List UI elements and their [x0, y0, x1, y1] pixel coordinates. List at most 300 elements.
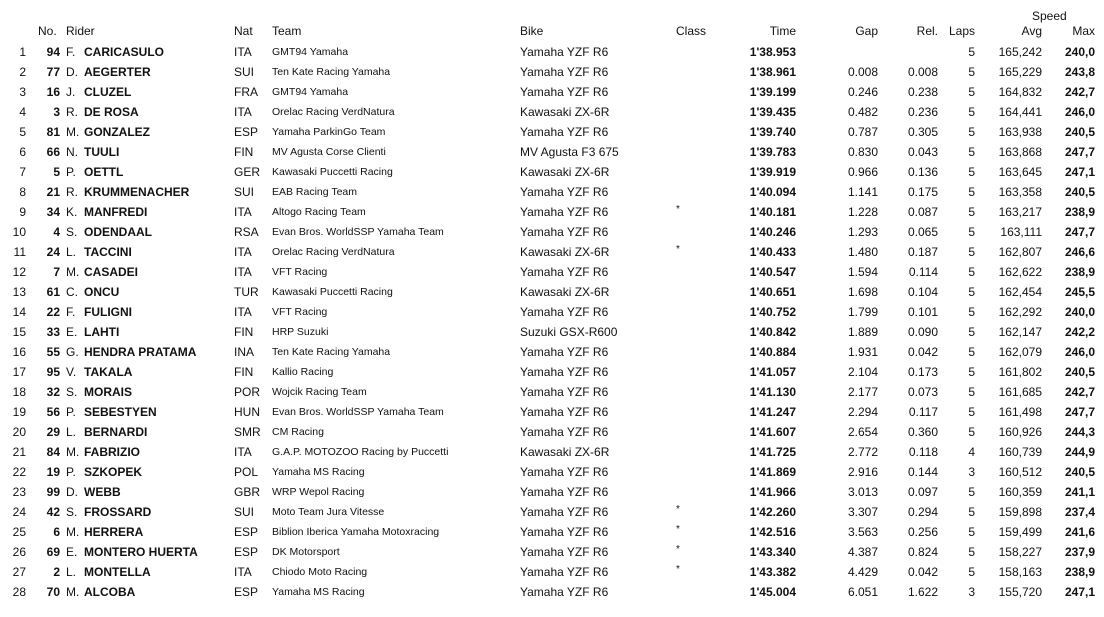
- laps-cell: 4: [968, 445, 975, 459]
- rider-surname: TAKALA: [84, 365, 133, 379]
- max-cell: 242,7: [1064, 85, 1095, 99]
- table-row: [0, 142, 1104, 162]
- nat-cell: FRA: [234, 85, 258, 99]
- bike-cell: Yamaha YZF R6: [520, 225, 609, 239]
- pos-cell: 25: [12, 525, 26, 539]
- max-cell: 247,1: [1064, 165, 1095, 179]
- pos-cell: 13: [12, 285, 26, 299]
- time-cell: 1'45.004: [749, 585, 796, 599]
- header-class: Class: [676, 24, 707, 38]
- avg-cell: 161,685: [998, 385, 1042, 399]
- table-row: [0, 482, 1104, 502]
- time-cell: 1'41.869: [749, 465, 796, 479]
- laps-cell: 5: [968, 345, 975, 359]
- max-cell: 247,7: [1064, 145, 1095, 159]
- rel-cell: 0.118: [908, 445, 938, 459]
- rider-initial: R.: [66, 105, 78, 119]
- nat-cell: SUI: [234, 185, 255, 199]
- team-cell: VFT Racing: [272, 306, 328, 318]
- pos-cell: 8: [19, 185, 26, 199]
- bike-cell: Yamaha YZF R6: [520, 585, 609, 599]
- laps-cell: 3: [968, 465, 975, 479]
- number-cell: 69: [46, 545, 60, 559]
- rider-surname: AEGERTER: [84, 65, 151, 79]
- gap-cell: 1.293: [847, 225, 878, 239]
- gap-cell: 0.008: [847, 65, 878, 79]
- laps-cell: 3: [968, 585, 975, 599]
- table-row: [0, 362, 1104, 382]
- time-cell: 1'41.247: [749, 405, 796, 419]
- avg-cell: 165,242: [998, 45, 1042, 59]
- rider-surname: LAHTI: [84, 325, 120, 339]
- nat-cell: SUI: [234, 65, 255, 79]
- bike-cell: Yamaha YZF R6: [520, 45, 609, 59]
- rel-cell: 0.073: [907, 385, 938, 399]
- bike-cell: Yamaha YZF R6: [520, 545, 609, 559]
- avg-cell: 163,358: [998, 185, 1042, 199]
- bike-cell: Kawasaki ZX-6R: [520, 105, 610, 119]
- laps-cell: 5: [968, 205, 975, 219]
- gap-cell: 1.594: [847, 265, 878, 279]
- gap-cell: 0.482: [847, 105, 878, 119]
- gap-cell: 0.966: [847, 165, 878, 179]
- max-cell: 240,5: [1064, 125, 1095, 139]
- gap-cell: 4.387: [847, 545, 878, 559]
- rel-cell: 0.144: [907, 465, 938, 479]
- table-row: [0, 82, 1104, 102]
- pos-cell: 28: [12, 585, 26, 599]
- number-cell: 4: [53, 225, 60, 239]
- number-cell: 81: [46, 125, 60, 139]
- rel-cell: 0.104: [907, 285, 938, 299]
- number-cell: 84: [46, 445, 60, 459]
- pos-cell: 27: [12, 565, 26, 579]
- max-cell: 247,1: [1064, 585, 1095, 599]
- laps-cell: 5: [968, 245, 975, 259]
- rider-surname: HERRERA: [84, 525, 144, 539]
- number-cell: 61: [46, 285, 60, 299]
- number-cell: 99: [46, 485, 60, 499]
- rider-initial: C.: [66, 285, 78, 299]
- time-cell: 1'39.919: [749, 165, 796, 179]
- number-cell: 6: [53, 525, 60, 539]
- gap-cell: 2.177: [847, 385, 878, 399]
- bike-cell: Yamaha YZF R6: [520, 505, 609, 519]
- table-row: [0, 282, 1104, 302]
- team-cell: WRP Wepol Racing: [272, 486, 365, 498]
- avg-cell: 159,898: [998, 505, 1042, 519]
- avg-cell: 162,147: [998, 325, 1042, 339]
- table-row: [0, 462, 1104, 482]
- avg-cell: 159,499: [998, 525, 1042, 539]
- pos-cell: 22: [12, 465, 26, 479]
- gap-cell: 0.787: [847, 125, 878, 139]
- max-cell: 238,9: [1064, 565, 1095, 579]
- rider-surname: DE ROSA: [84, 105, 139, 119]
- laps-cell: 5: [968, 285, 975, 299]
- laps-cell: 5: [968, 545, 975, 559]
- rel-cell: 0.114: [908, 265, 938, 279]
- rider-surname: TACCINI: [84, 245, 132, 259]
- max-cell: 237,4: [1064, 505, 1095, 519]
- team-cell: Orelac Racing VerdNatura: [272, 246, 395, 258]
- table-row: [0, 182, 1104, 202]
- team-cell: MV Agusta Corse Clienti: [272, 146, 386, 158]
- avg-cell: 163,868: [998, 145, 1042, 159]
- table-row: [0, 162, 1104, 182]
- rel-cell: 0.824: [907, 545, 938, 559]
- nat-cell: ESP: [234, 525, 259, 539]
- laps-cell: 5: [968, 365, 975, 379]
- laps-cell: 5: [968, 425, 975, 439]
- rel-cell: 0.256: [907, 525, 938, 539]
- max-cell: 238,9: [1064, 265, 1095, 279]
- bike-cell: Yamaha YZF R6: [520, 125, 609, 139]
- rider-surname: MANFREDI: [84, 205, 148, 219]
- team-cell: VFT Racing: [272, 266, 328, 278]
- bike-cell: Yamaha YZF R6: [520, 525, 609, 539]
- max-cell: 242,7: [1064, 385, 1095, 399]
- number-cell: 7: [53, 265, 60, 279]
- bike-cell: Yamaha YZF R6: [520, 565, 609, 579]
- rider-initial: G.: [66, 345, 79, 359]
- time-cell: 1'41.966: [749, 485, 796, 499]
- table-row: [0, 402, 1104, 422]
- rider-initial: K.: [66, 205, 78, 219]
- number-cell: 22: [46, 305, 60, 319]
- bike-cell: Yamaha YZF R6: [520, 345, 609, 359]
- time-cell: 1'41.607: [749, 425, 796, 439]
- time-cell: 1'40.651: [749, 285, 796, 299]
- rel-cell: 0.187: [907, 245, 938, 259]
- team-cell: EAB Racing Team: [272, 186, 358, 198]
- max-cell: 240,0: [1064, 305, 1095, 319]
- nat-cell: SUI: [234, 505, 255, 519]
- time-cell: 1'39.199: [749, 85, 796, 99]
- table-row: [0, 322, 1104, 342]
- bike-cell: Yamaha YZF R6: [520, 65, 609, 79]
- gap-cell: 1.480: [847, 245, 878, 259]
- header-rel: Rel.: [916, 24, 938, 38]
- number-cell: 32: [46, 385, 60, 399]
- rel-cell: 0.294: [907, 505, 938, 519]
- gap-cell: 3.307: [847, 505, 878, 519]
- avg-cell: 164,832: [998, 85, 1042, 99]
- laps-cell: 5: [968, 565, 975, 579]
- number-cell: 34: [46, 205, 60, 219]
- team-cell: G.A.P. MOTOZOO Racing by Puccetti: [272, 446, 449, 458]
- pos-cell: 16: [12, 345, 26, 359]
- rider-initial: M.: [66, 525, 80, 539]
- number-cell: 42: [46, 505, 60, 519]
- table-row: [0, 422, 1104, 442]
- gap-cell: 0.246: [847, 85, 878, 99]
- rel-cell: 0.090: [907, 325, 938, 339]
- laps-cell: 5: [968, 65, 975, 79]
- class-cell: *: [676, 544, 680, 555]
- rider-initial: M.: [66, 445, 80, 459]
- rider-surname: WEBB: [84, 485, 121, 499]
- max-cell: 247,7: [1064, 405, 1095, 419]
- time-cell: 1'40.752: [749, 305, 796, 319]
- time-cell: 1'41.130: [749, 385, 796, 399]
- rel-cell: 0.065: [907, 225, 938, 239]
- rel-cell: 0.236: [907, 105, 938, 119]
- laps-cell: 5: [968, 485, 975, 499]
- laps-cell: 5: [968, 505, 975, 519]
- team-cell: Yamaha MS Racing: [272, 586, 365, 598]
- gap-cell: 3.013: [847, 485, 878, 499]
- pos-cell: 11: [13, 245, 26, 259]
- max-cell: 237,9: [1064, 545, 1095, 559]
- laps-cell: 5: [968, 85, 975, 99]
- pos-cell: 21: [12, 445, 26, 459]
- nat-cell: RSA: [234, 225, 259, 239]
- laps-cell: 5: [968, 405, 975, 419]
- nat-cell: SMR: [234, 425, 261, 439]
- laps-cell: 5: [968, 525, 975, 539]
- table-row: [0, 442, 1104, 462]
- laps-cell: 5: [968, 105, 975, 119]
- rider-surname: HENDRA PRATAMA: [84, 345, 197, 359]
- team-cell: Orelac Racing VerdNatura: [272, 106, 395, 118]
- avg-cell: 161,802: [998, 365, 1042, 379]
- avg-cell: 160,739: [998, 445, 1042, 459]
- team-cell: GMT94 Yamaha: [272, 46, 349, 58]
- rider-initial: J.: [66, 85, 76, 99]
- gap-cell: 1.799: [847, 305, 878, 319]
- time-cell: 1'40.094: [749, 185, 796, 199]
- rel-cell: 0.117: [908, 405, 938, 419]
- rel-cell: 0.360: [907, 425, 938, 439]
- pos-cell: 12: [12, 265, 26, 279]
- team-cell: Kallio Racing: [272, 366, 334, 378]
- number-cell: 5: [53, 165, 60, 179]
- rider-initial: P.: [66, 165, 76, 179]
- rider-initial: M.: [66, 125, 80, 139]
- pos-cell: 7: [19, 165, 26, 179]
- number-cell: 2: [53, 565, 60, 579]
- rider-surname: GONZALEZ: [84, 125, 150, 139]
- nat-cell: FIN: [234, 325, 254, 339]
- table-row: [0, 42, 1104, 62]
- table-row: [0, 382, 1104, 402]
- gap-cell: 1.141: [847, 185, 878, 199]
- nat-cell: ITA: [234, 445, 252, 459]
- bike-cell: Kawasaki ZX-6R: [520, 245, 610, 259]
- table-row: [0, 582, 1104, 602]
- bike-cell: Yamaha YZF R6: [520, 405, 609, 419]
- rel-cell: 1.622: [907, 585, 938, 599]
- pos-cell: 6: [19, 145, 26, 159]
- time-cell: 1'39.740: [749, 125, 796, 139]
- gap-cell: 2.772: [847, 445, 878, 459]
- bike-cell: Yamaha YZF R6: [520, 385, 609, 399]
- gap-cell: 4.429: [847, 565, 878, 579]
- team-cell: DK Motorsport: [272, 546, 340, 558]
- pos-cell: 14: [12, 305, 26, 319]
- avg-cell: 155,720: [998, 585, 1042, 599]
- rider-initial: L.: [66, 425, 77, 439]
- rel-cell: 0.008: [907, 65, 938, 79]
- pos-cell: 4: [19, 105, 26, 119]
- rider-surname: FROSSARD: [84, 505, 152, 519]
- pos-cell: 3: [19, 85, 26, 99]
- rider-surname: ODENDAAL: [84, 225, 152, 239]
- avg-cell: 161,498: [998, 405, 1042, 419]
- bike-cell: Yamaha YZF R6: [520, 465, 609, 479]
- header-speed: Speed: [1032, 9, 1067, 23]
- time-cell: 1'40.246: [749, 225, 796, 239]
- rider-initial: R.: [66, 185, 78, 199]
- avg-cell: 165,229: [998, 65, 1042, 79]
- max-cell: 240,5: [1064, 365, 1095, 379]
- max-cell: 240,0: [1064, 45, 1095, 59]
- number-cell: 33: [46, 325, 60, 339]
- rider-surname: TUULI: [84, 145, 120, 159]
- rider-initial: P.: [66, 405, 76, 419]
- pos-cell: 24: [12, 505, 26, 519]
- max-cell: 238,9: [1064, 205, 1095, 219]
- rider-surname: OETTL: [84, 165, 124, 179]
- nat-cell: FIN: [234, 145, 254, 159]
- rel-cell: 0.097: [907, 485, 938, 499]
- laps-cell: 5: [968, 385, 975, 399]
- team-cell: Biblion Iberica Yamaha Motoxracing: [272, 526, 440, 538]
- number-cell: 55: [46, 345, 60, 359]
- rider-surname: MONTELLA: [84, 565, 151, 579]
- bike-cell: Kawasaki ZX-6R: [520, 165, 610, 179]
- number-cell: 66: [46, 145, 60, 159]
- bike-cell: Yamaha YZF R6: [520, 425, 609, 439]
- rider-initial: S.: [66, 385, 78, 399]
- table-row: [0, 562, 1104, 582]
- nat-cell: ESP: [234, 545, 259, 559]
- avg-cell: 158,227: [998, 545, 1042, 559]
- nat-cell: HUN: [234, 405, 260, 419]
- team-cell: Ten Kate Racing Yamaha: [272, 66, 391, 78]
- rider-initial: D.: [66, 65, 78, 79]
- table-row: [0, 122, 1104, 142]
- header-time: Time: [769, 24, 796, 38]
- rider-surname: ALCOBA: [84, 585, 136, 599]
- rider-initial: S.: [66, 225, 78, 239]
- rider-initial: S.: [66, 505, 78, 519]
- avg-cell: 160,926: [998, 425, 1042, 439]
- rider-initial: V.: [66, 365, 77, 379]
- nat-cell: TUR: [234, 285, 259, 299]
- time-cell: 1'38.953: [749, 45, 796, 59]
- rel-cell: 0.238: [907, 85, 938, 99]
- rider-surname: FABRIZIO: [84, 445, 140, 459]
- header-nat: Nat: [234, 24, 253, 38]
- number-cell: 19: [46, 465, 60, 479]
- gap-cell: 2.916: [847, 465, 878, 479]
- team-cell: Ten Kate Racing Yamaha: [272, 346, 391, 358]
- laps-cell: 5: [968, 225, 975, 239]
- team-cell: Kawasaki Puccetti Racing: [272, 286, 393, 298]
- rel-cell: 0.305: [907, 125, 938, 139]
- rider-initial: F.: [66, 305, 76, 319]
- laps-cell: 5: [968, 145, 975, 159]
- pos-cell: 19: [12, 405, 26, 419]
- avg-cell: 162,079: [998, 345, 1042, 359]
- nat-cell: POL: [234, 465, 259, 479]
- time-cell: 1'39.435: [749, 105, 796, 119]
- bike-cell: Kawasaki ZX-6R: [520, 445, 610, 459]
- team-cell: Evan Bros. WorldSSP Yamaha Team: [272, 226, 444, 238]
- team-cell: Evan Bros. WorldSSP Yamaha Team: [272, 406, 444, 418]
- team-cell: Wojcik Racing Team: [272, 386, 367, 398]
- rider-surname: MORAIS: [84, 385, 132, 399]
- team-cell: CM Racing: [272, 426, 324, 438]
- max-cell: 240,5: [1064, 465, 1095, 479]
- team-cell: Altogo Racing Team: [272, 206, 366, 218]
- time-cell: 1'41.725: [749, 445, 796, 459]
- number-cell: 16: [46, 85, 60, 99]
- pos-cell: 5: [19, 125, 26, 139]
- class-cell: *: [676, 524, 680, 535]
- rider-surname: MONTERO HUERTA: [84, 545, 198, 559]
- rider-surname: FULIGNI: [84, 305, 132, 319]
- time-cell: 1'40.842: [749, 325, 796, 339]
- time-cell: 1'40.181: [749, 205, 796, 219]
- rider-initial: M.: [66, 265, 80, 279]
- rel-cell: 0.042: [907, 345, 938, 359]
- table-row: [0, 342, 1104, 362]
- rider-surname: BERNARDI: [84, 425, 148, 439]
- nat-cell: FIN: [234, 365, 254, 379]
- nat-cell: ITA: [234, 45, 252, 59]
- avg-cell: 164,441: [998, 105, 1042, 119]
- gap-cell: 0.830: [847, 145, 878, 159]
- number-cell: 70: [46, 585, 60, 599]
- table-row: [0, 222, 1104, 242]
- gap-cell: 1.228: [847, 205, 878, 219]
- time-cell: 1'43.340: [749, 545, 796, 559]
- max-cell: 247,7: [1064, 225, 1095, 239]
- gap-cell: 2.294: [847, 405, 878, 419]
- gap-cell: 2.654: [847, 425, 878, 439]
- table-row: [0, 522, 1104, 542]
- bike-cell: Yamaha YZF R6: [520, 485, 609, 499]
- avg-cell: 162,807: [998, 245, 1042, 259]
- header-laps: Laps: [948, 24, 975, 38]
- table-row: [0, 202, 1104, 222]
- pos-cell: 23: [12, 485, 26, 499]
- pos-cell: 1: [19, 45, 26, 59]
- class-cell: *: [676, 504, 680, 515]
- max-cell: 243,8: [1064, 65, 1095, 79]
- number-cell: 24: [46, 245, 60, 259]
- bike-cell: Kawasaki ZX-6R: [520, 285, 610, 299]
- avg-cell: 162,622: [998, 265, 1042, 279]
- gap-cell: 3.563: [847, 525, 878, 539]
- gap-cell: 1.931: [847, 345, 878, 359]
- avg-cell: 158,163: [998, 565, 1042, 579]
- nat-cell: POR: [234, 385, 261, 399]
- rider-initial: N.: [66, 145, 78, 159]
- pos-cell: 15: [12, 325, 26, 339]
- avg-cell: 160,359: [998, 485, 1042, 499]
- max-cell: 242,2: [1064, 325, 1095, 339]
- number-cell: 77: [46, 65, 60, 79]
- rider-initial: E.: [66, 545, 78, 559]
- rider-surname: KRUMMENACHER: [84, 185, 190, 199]
- laps-cell: 5: [968, 305, 975, 319]
- rel-cell: 0.136: [907, 165, 938, 179]
- header-team: Team: [272, 24, 302, 38]
